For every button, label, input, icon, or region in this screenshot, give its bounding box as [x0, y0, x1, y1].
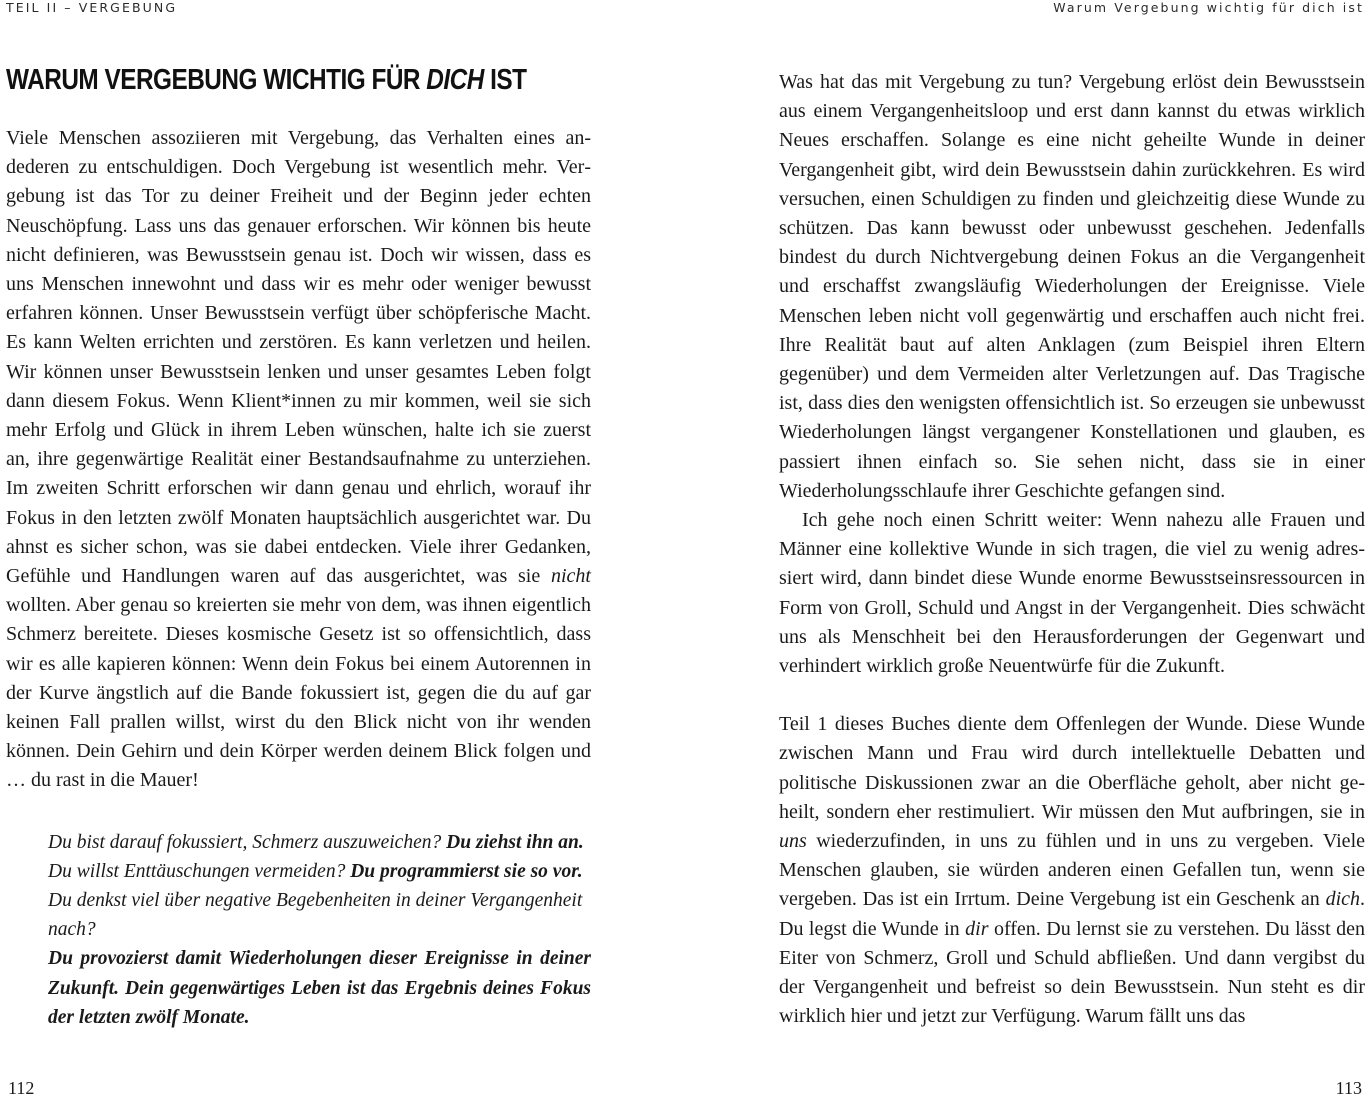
emphasis: nicht [551, 565, 591, 588]
text-run: wollten. Aber genau so kreierten sie mehr von dem, was ihnen eigentlich Schmerz bereitete. Dieses kosmische Gesetz ist so offensichtlich, dass wir es alle kapieren können: Wenn dein Fokus bei einem Autorennen in der Kurve ängstlich auf die Bande fokussiert ist, gegen die du auf gar keinen Fall prallen willst, wirst du den Blick nicht von ihr wenden können. Dein Gehirn und dein Körper werden deinem Blick folgen und … du rast in die Mauer! [6, 594, 591, 792]
body-paragraph [779, 710, 1365, 1031]
page-number-right: 113 [1335, 1078, 1362, 1098]
chapter-title-emphasis: DICH [426, 64, 484, 96]
chapter-title [6, 60, 527, 100]
body-paragraph [6, 124, 591, 796]
running-header-right: Warum Vergebung wichtig für dich ist [1053, 0, 1364, 15]
text-run: wiederzufinden, in uns zu fühlen und in uns zu vergeben. Viele Menschen glauben, sie würden anderen einen Gefallen tun, wenn sie vergeben. Das ist ein Irrtum. Deine Vergebung ist ein Geschenk an [779, 830, 1365, 911]
chapter-title-part: IST [483, 64, 527, 96]
quote-question: Du bist darauf fokussiert, Schmerz auszuweichen? [48, 831, 447, 853]
emphasis: uns [779, 830, 807, 853]
quote-line [48, 886, 591, 944]
text-run: Teil 1 dieses Buches diente dem Offenlegen der Wunde. Diese Wunde zwischen Mann und Frau wird durch intellektuelle Debatten und politische Diskussionen zwar an die Oberfläche geholt, aber nicht geheilt, sondern eher restimuliert. Wir müssen den Mut aufbringen, sie in [779, 713, 1365, 823]
quote-answer: Du ziehst ihn an. [446, 831, 584, 853]
quote-question: Du willst Enttäuschungen vermeiden? [48, 860, 351, 882]
emphasis: dich [1325, 888, 1360, 911]
left-page [6, 60, 591, 1032]
paragraph-gap [779, 681, 1365, 710]
quote-answer: Du provozierst damit Wiederholungen dieser Ereignisse in deiner Zukunft. Dein gegenwärtiges Leben ist das Ergebnis deines Fokus der letzten zwölf Monate. [48, 948, 591, 1028]
text-run: Viele Menschen assoziieren mit Vergebung, das Verhalten eines andederen zu entschuldigen. Doch Vergebung ist wesentlich mehr. Vergebung ist das Tor zu deiner Freiheit und der Beginn jeder echten Neuschöpfung. Lass uns das genauer erforschen. Wir können bis heute nicht definieren, was Bewusstsein genau ist. Doch wir wissen, dass es uns Menschen innewohnt und dass wir es mehr oder weniger bewusst erfahren können. Unser Bewusstsein verfügt über schöpferische Macht. Es kann Welten errichten und zerstören. Es kann verletzen und heilen. Wir können unser Bewusstsein lenken und unser gesamtes Leben folgt dann diesem Fokus. Wenn Klient*innen zu mir kommen, weil sie sich mehr Erfolg und Glück in ihrem Leben wünschen, halte ich sie zuerst an, ihre gegenwärtige Realität einer Bestandsaufnahme zu unterziehen. Im zweiten Schritt erforschen wir dann genau und ehrlich, worauf ihr Fokus in den letzten zwölf Monaten hauptsächlich ausgerichtet war. Du ahnst es sicher schon, was sie dabei entdecken. Viele ihrer Gedanken, Gefühle und Handlungen waren auf das ausgerichtet, was sie [6, 127, 591, 588]
body-paragraph: Ich gehe noch einen Schritt weiter: Wenn nahezu alle Frauen und Männer eine kollektive Wunde in sich tragen, die viel zu wenig adressiert wird, dann bindet diese Wunde enorme Bewusstseinsressourcen in Form von Groll, Schuld und Angst in der Vergangenheit. Dies schwächt uns als Menschheit bei den Herausforderungen der Gegenwart und verhindert wirklich große Neuentwürfe für die Zukunft. [779, 509, 1365, 678]
emphasis: dir [965, 917, 989, 940]
chapter-title-part: WARUM VERGEBUNG WICHTIG FÜR [6, 64, 427, 96]
quote-answer: Du programmierst sie so vor. [350, 860, 583, 882]
quote-line [48, 828, 591, 857]
text-run: . Du legst die Wunde in [779, 888, 1365, 940]
pull-quote [48, 828, 591, 1032]
quote-line [48, 944, 591, 1032]
body-paragraph: Was hat das mit Vergebung zu tun? Vergebung erlöst dein Bewusstsein aus einem Vergangenheitsloop und erst dann kannst du etwas wirklich Neues erschaffen. Solange es eine nicht geheilte Wunde in deiner Vergangenheit gibt, wird dein Bewusstsein dahin zurückkehren. Es wird versuchen, einen Schuldigen zu finden und gleichzeitig diese Wunde zu schützen. Das kann bewusst oder unbewusst geschehen. Jedenfalls bindest du durch Nichtvergebung deinen Fokus an die Vergangenheit und erschaffst zwangsläufig Wiederholungen der Ereignisse. Viele Menschen leben nicht voll gegenwärtig und erschaffen auch nicht frei. Ihre Realität baut auf alten Anklagen (zum Beispiel ihren Eltern gegenüber) und dem Vermeiden alter Verletzungen auf. Das Tragische ist, dass dies den wenigsten offensichtlich ist. So erzeugen sie unbewusst Wiederholungen längst vergangener Konstellationen und glauben, es passiert ihnen einfach so. Sie sehen nicht, dass sie in einer Wiederholungsschlaufe ihrer Geschichte gefangen sind. [779, 71, 1365, 502]
text-run: offen. Du lernst sie zu verstehen. Du lässt den Eiter von Schmerz, Groll und Schuld abfließen. Und dann vergibst du der Vergangenheit und befreist so dein Bewusstsein. Nun steht es dir wirklich hier und jetzt zur Verfügung. Warum fällt uns das [779, 917, 1365, 1028]
quote-question: Du denkst viel über negative Begebenheiten in deiner Vergangenheit nach? [48, 890, 583, 941]
quote-line [48, 857, 591, 886]
running-header-left: TEIL II – VERGEBUNG [6, 0, 178, 15]
page-number-left: 112 [8, 1078, 35, 1098]
right-page [779, 68, 1365, 1032]
